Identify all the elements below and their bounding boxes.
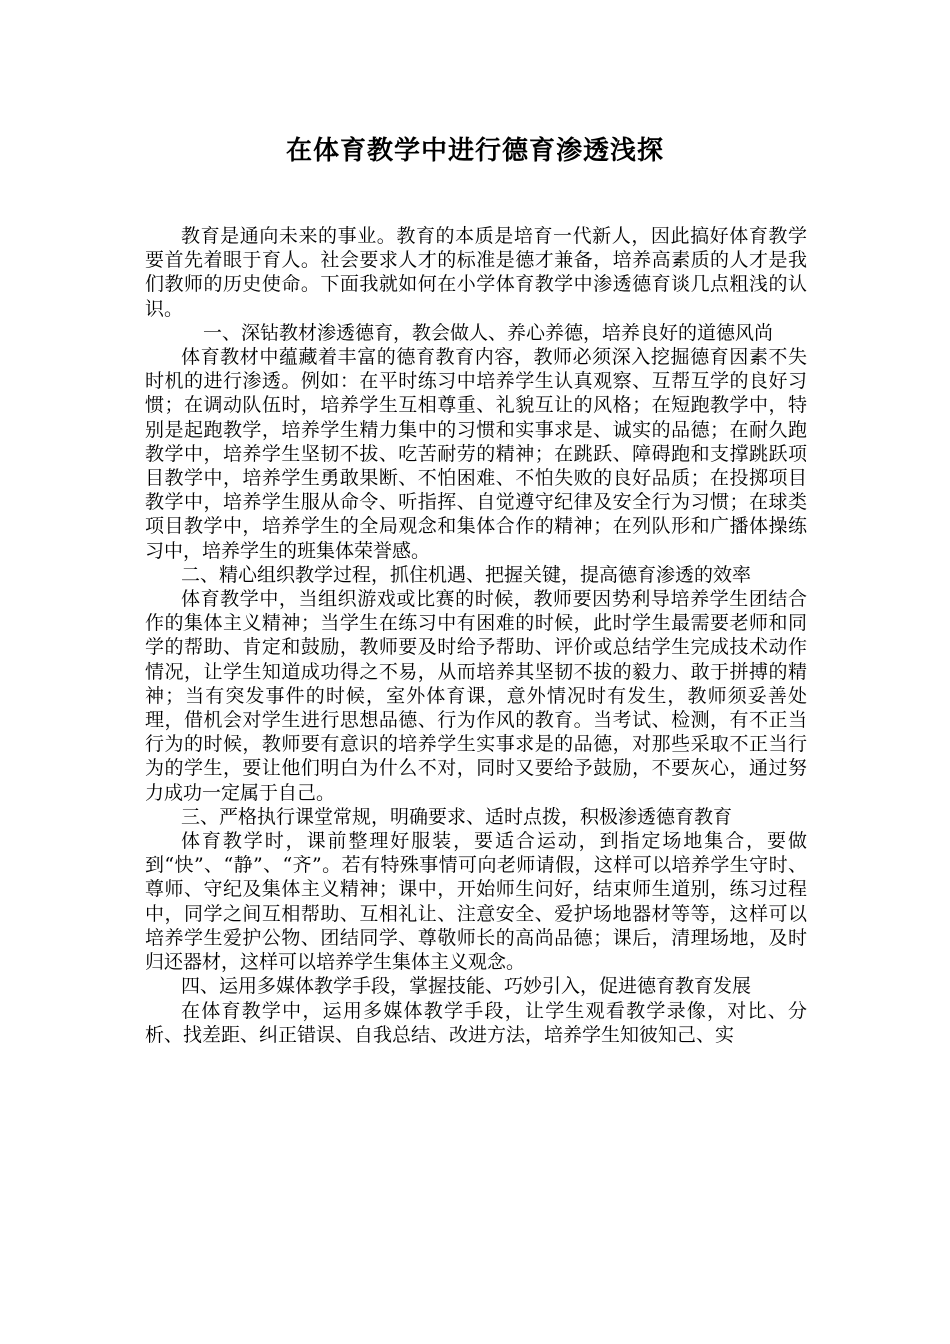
section-heading-1: 一、深钻教材渗透德育，教会做人、养心养德，培养良好的道德风尚: [203, 321, 774, 344]
section-paragraph-4: 在体育教学中，运用多媒体教学手段，让学生观看教学录像，对比、分析、找差距、纠正错误、自我总结、改进方法，培养学生知彼知己、实: [145, 999, 807, 1046]
section-heading-4: 四、运用多媒体教学手段，掌握技能、巧妙引入，促进德育教育发展: [181, 975, 752, 998]
section-paragraph-1: 体育教材中蕴藏着丰富的德育教育内容，教师必须深入挖掘德育因素不失时机的进行渗透。例如：在平时练习中培养学生认真观察、互帮互学的良好习惯；在调动队伍时，培养学生互相尊重、礼貌互让的风格；在短跑教学中，特别是起跑教学，培养学生精力集中的习惯和实事求是、诚实的品德；在耐久跑教学中，培养学生坚韧不拔、吃苦耐劳的精神；在跳跃、障碍跑和支撑跳跃项目教学中，培养学生勇敢果断、不怕困难、不怕失败的良好品质；在投掷项目教学中，培养学生服从命令、听指挥、自觉遵守纪律及安全行为习惯；在球类项目教学中，培养学生的全局观念和集体合作的精神；在列队形和广播体操练习中，培养学生的班集体荣誉感。: [145, 346, 807, 562]
section-heading-3: 三、严格执行课堂常规，明确要求、适时点拨，积极渗透德育教育: [181, 805, 733, 828]
section-paragraph-2: 体育教学中，当组织游戏或比赛的时候，教师要因势利导培养学生团结合作的集体主义精神；当学生在练习中有困难的时候，此时学生最需要老师和同学的帮助、肯定和鼓励，教师要及时给予帮助、评价或总结学生完成技术动作情况，让学生知道成功得之不易，从而培养其坚韧不拔的毅力、敢于拼搏的精神；当有突发事件的时候，室外体育课，意外情况时有发生，教师须妥善处理，借机会对学生进行思想品德、行为作风的教育。当考试、检测，有不正当行为的时候，教师要有意识的培养学生实事求是的品德，对那些采取不正当行为的学生，要让他们明白为什么不对，同时又要给予鼓励，不要灰心，通过努力成功一定属于自己。: [145, 588, 807, 804]
document-title: 在体育教学中进行德育渗透浅探: [285, 136, 664, 166]
section-paragraph-3: 体育教学时，课前整理好服装，要适合运动，到指定场地集合，要做到“快”、“静”、“齐”。若有特殊事情可向老师请假，这样可以培养学生守时、尊师、守纪及集体主义精神；课中，开始师生问好，结束师生道别，练习过程中，同学之间互相帮助、互相礼让、注意安全、爱护场地器材等等，这样可以培养学生爱护公物、团结同学、尊敬师长的高尚品德；课后，清理场地，及时归还器材，这样可以培养学生集体主义观念。: [145, 830, 807, 974]
document-body: [145, 224, 807, 1047]
intro-paragraph: 教育是通向未来的事业。教育的本质是培育一代新人，因此搞好体育教学要首先着眼于育人。社会要求人才的标准是德才兼备，培养高素质的人才是我们教师的历史使命。下面我就如何在小学体育教学中渗透德育谈几点粗浅的认识。: [145, 225, 807, 320]
section-heading-2: 二、精心组织教学过程，抓住机遇、把握关键，提高德育渗透的效率: [181, 563, 752, 586]
